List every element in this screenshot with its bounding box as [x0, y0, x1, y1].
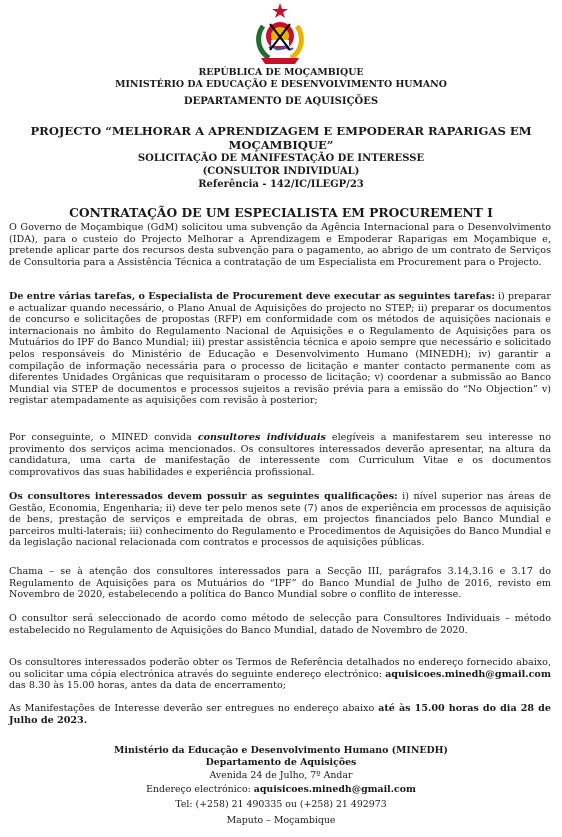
invitation-text-b: elegíveis a manifestarem seu interesse no provimento dos serviços acima mencionados. Os consultores interessados deverão apresentar, na altura da candidatura, uma carta de manifestação de interessente com Curriculum Vitae e os documentos comprovativos das suas habilidades e experiência profissional.: [9, 432, 551, 478]
notice-title: CONTRATAÇÃO DE UM ESPECIALISTA EM PROCUREMENT I: [69, 205, 493, 220]
footer-email-label: Endereço electrónico:: [146, 784, 254, 795]
deadline-date: até às 15.00 horas do dia 28 de Julho de 2023.: [9, 703, 551, 726]
footer-city: Maputo – Moçambique: [226, 815, 336, 826]
ministry-name: MINISTÉRIO DA EDUCAÇÃO E DESENVOLVIMENTO HUMANO: [115, 79, 447, 90]
footer-email-line: [0, 784, 562, 796]
paragraph-deadline: [9, 703, 551, 726]
tor-text-a: Os consultores interessados poderão obter os Termos de Referência detalhados no endereço fornecido abaixo, ou solicitar uma cópia electrónica através do seguinte endereço electrónico:: [9, 657, 551, 680]
paragraph-invitation: [9, 432, 551, 478]
country-name: REPÚBLICA DE MOÇAMBIQUE: [198, 67, 364, 78]
tasks-text: i) preparar e actualizar quando necessário, o Plano Anual de Aquisições do projecto no STEP; ii) preparar os documentos de concurso e solicitações de propostas (RFP) em conformidade com os métodos de aquisições nacionais e internacionais no âmbito do Regulamento Nacional de Aquisições e o Regulamento de Aquisições para os Mutuários do IPF do Banco Mundial; iii) prestar assistência técnica e apoio sempre que necessário e solicitado pelos responsáveis do Ministério de Educação e Desenvolvimento Humano (MINEDH); iv) garantir a compilação de informação necessária para o processo de licitação e manter contacto permanente com as diferentes Unidades Orgânicas que requisitaram o processo de licitação; v) coordenar a submissão ao Banco Mundial via STEP de documentos e processos sujeitos a revisão prévia para a emissão do “No Objection” v) registar atempadamente as aquisições com revisão à posterior;: [9, 291, 551, 407]
reference-number: Referência - 142/IC/ILEGP/23: [198, 179, 364, 190]
paragraph-qualifications: [9, 491, 551, 549]
footer-department: Departamento de Aquisições: [205, 757, 357, 768]
footer-address: Avenida 24 de Julho, 7º Andar: [209, 770, 353, 781]
footer-email-link[interactable]: aquisicoes.minedh@gmail.com: [253, 784, 416, 795]
tasks-heading: De entre várias tarefas, o Especialista de Procurement deve executar as seguintes tarefas:: [9, 291, 495, 302]
consultant-type: (CONSULTOR INDIVIDUAL): [202, 166, 360, 177]
qualifications-text: i) nível superior nas áreas de Gestão, Economia, Engenharia; ii) deve ter pelo menos sete (7) anos de experiência em processos de aquisição de bens, prestação de serviços e empreitada de obras, em projectos financiados pelo Banco Mundial e parceiros multi-laterais; iii) conhecimento do Regulamento e Procedimentos de Aquisições do Banco Mundial e da legislação nacional relacionada com contratos e processos de aquisições públicas.: [9, 491, 551, 549]
paragraph-terms-of-reference: [9, 657, 551, 692]
tor-text-b: das 8.30 às 15.00 horas, antes da data de encerramento;: [9, 680, 287, 692]
invitation-emphasis: consultores individuais: [197, 432, 326, 443]
paragraph-tasks: [9, 291, 551, 407]
solicitation-title: SOLICITAÇÃO DE MANIFESTAÇÃO DE INTERESSE: [137, 153, 425, 164]
footer-ministry: Ministério da Educação e Desenvolvimento Humano (MINEDH): [114, 745, 448, 756]
tor-email-link[interactable]: aquisicoes.minedh@gmail.com: [385, 668, 551, 680]
department-name: DEPARTAMENTO DE AQUISIÇÕES: [183, 96, 379, 107]
qualifications-heading: Os consultores interessados devem possuir as seguintes qualificações:: [9, 491, 398, 502]
footer-phone: Tel: (+258) 21 490335 ou (+258) 21 492973: [175, 799, 387, 810]
project-title: PROJECTO “MELHORAR A APRENDIZAGEM E EMPODERAR RAPARIGAS EM MOÇAMBIQUE”: [30, 124, 532, 152]
paragraph-conflict-of-interest: Chama – se à atenção dos consultores interessados para a Secção III, parágrafos 3.14,3.16 e 3.17 do Regulamento de Aquisições para os Mutuários do “IPF” do Banco Mundial de Julho de 2016, revisto em Novembro de 2020, estabelecendo a política do Banco Mundial sobre o conflito de interesse.: [9, 566, 551, 601]
coat-of-arms-icon: [253, 2, 307, 66]
paragraph-intro: O Governo de Moçambique (GdM) solicitou uma subvenção da Agência Internacional para o Desenvolvimento (IDA), para o custeio do Projecto Melhorar a Aprendizagem e Empoderar Raparigas em Moçambique e, pretende aplicar parte dos recursos desta subvenção para o pagamento, ao abrigo de um contrato de Serviços de Consultoria para a Assistência Técnica a contratação de um Especialista em Procurement para o Projecto.: [9, 222, 551, 268]
invitation-text-a: Por conseguinte, o MINED convida: [9, 432, 198, 443]
paragraph-selection-method: O consultor será seleccionado de acordo como método de selecção para Consultores Individuais – método estabelecido no Regulamento de Aquisições do Banco Mundial, datado de Novembro de 2020.: [9, 613, 551, 636]
deadline-text: As Manifestações de Interesse deverão ser entregues no endereço abaixo: [9, 703, 379, 714]
